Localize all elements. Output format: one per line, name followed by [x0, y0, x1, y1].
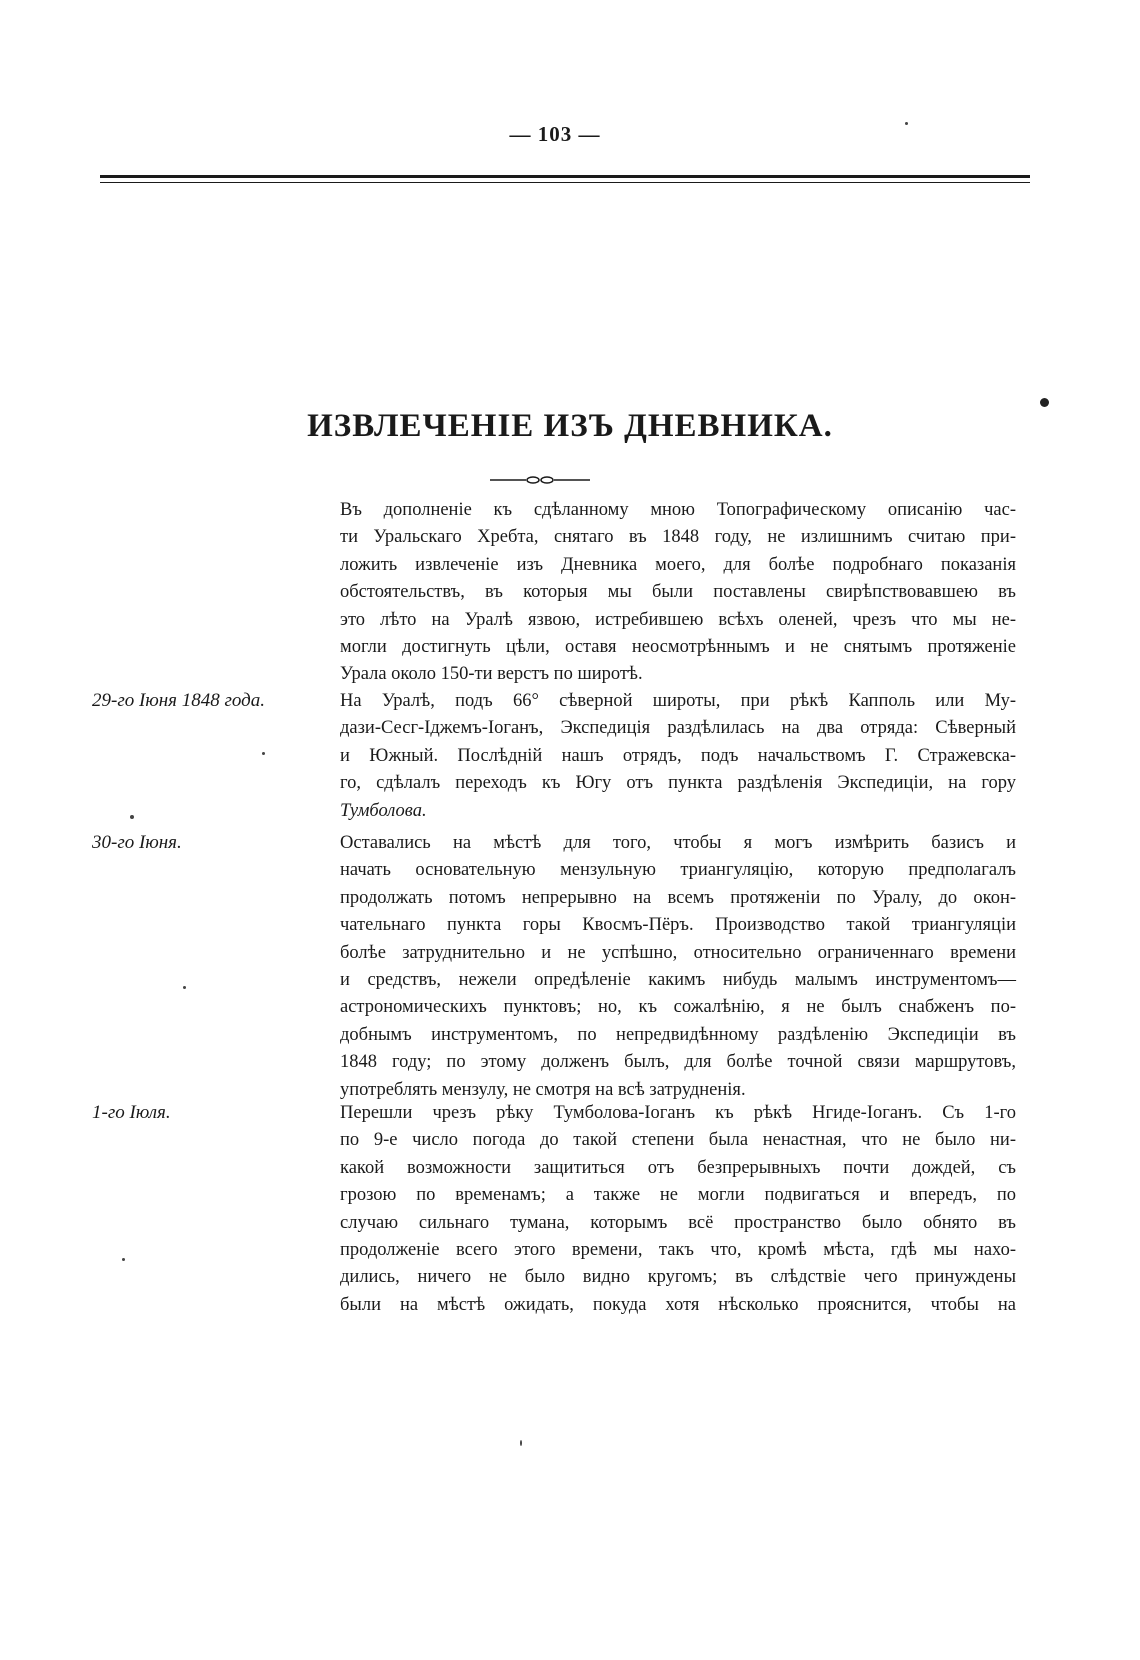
entry-date: 29-го Іюня 1848 года. — [92, 690, 265, 711]
text-line: продолженіе всего этого времени, такъ что, кромѣ мѣста, гдѣ мы нахо- — [340, 1239, 1016, 1260]
text-line: и Южный. Послѣдній нашъ отрядъ, подъ начальствомъ Г. Стражевска- — [340, 745, 1016, 766]
text-line: Тумболова. — [340, 800, 427, 821]
scan-speck — [262, 752, 265, 755]
scan-speck — [1040, 398, 1049, 407]
entry-paragraph — [340, 830, 1016, 1104]
scan-speck — [122, 1258, 125, 1261]
text-line: На Уралѣ, подъ 66° сѣверной широты, при рѣкѣ Капполь или Му- — [340, 691, 1016, 711]
text-line: го, сдѣлалъ переходъ къ Югу отъ пункта раздѣленія Экспедиціи, на гору — [340, 773, 1016, 794]
text-line: были на мѣстѣ ожидать, покуда хотя нѣсколько прояснится, чтобы на — [340, 1294, 1016, 1315]
entry-date: 1-го Іюля. — [92, 1102, 171, 1123]
scan-speck — [520, 1440, 522, 1446]
article-title: ИЗВЛЕЧЕНІЕ ИЗЪ ДНЕВНИКА. — [307, 408, 833, 444]
text-line: случаю сильнаго тумана, которымъ всё пространство было обнято въ — [340, 1212, 1016, 1233]
text-line: грозою по временамъ; а также не могли подвигаться и впередъ, по — [340, 1185, 1016, 1206]
entry-paragraph — [340, 688, 1016, 825]
text-line: какой возможности защититься отъ безпрерывныхъ почти дождей, съ — [340, 1157, 1016, 1178]
scan-speck — [130, 815, 134, 819]
title-ornament — [490, 474, 590, 486]
scan-speck — [905, 122, 908, 125]
text-line: болѣе затруднительно и не успѣшно, относительно ограниченнаго времени — [340, 942, 1016, 963]
text-line: это лѣто на Уралѣ язвою, истребившею всѣхъ оленей, чрезъ что мы не- — [340, 609, 1016, 630]
text-line: дази-Сесг-Іджемъ-Іоганъ, Экспедиція раздѣлилась на два отряда: Сѣверный — [340, 718, 1016, 739]
text-line: чательнаго пункта горы Квосмъ-Пёръ. Производство такой триангуляціи — [340, 915, 1016, 936]
entry-date: 30-го Іюня. — [92, 832, 182, 853]
text-line: 1848 году; по этому долженъ былъ, для болѣе точной связи маршрутовъ, — [340, 1052, 1016, 1073]
scan-speck — [183, 986, 186, 989]
page-number: — 103 — — [509, 122, 601, 146]
text-line: могли достигнуть цѣли, оставя неосмотрѣннымъ и не снятымъ протяженіе — [340, 636, 1016, 657]
header-rule-thick — [100, 175, 1030, 178]
text-line: Перешли чрезъ рѣку Тумболова-Іоганъ къ рѣкѣ Нгиде-Іоганъ. Съ 1-го — [340, 1103, 1016, 1123]
text-line: по 9-е число погода до такой степени была ненастная, что не было ни- — [340, 1130, 1016, 1151]
text-line: и средствъ, нежели опредѣленіе какимъ нибудь малымъ инструментомъ— — [340, 969, 1016, 990]
text-line: Оставались на мѣстѣ для того, чтобы я могъ измѣрить базисъ и — [340, 833, 1016, 853]
text-line: продолжать потомъ непрерывно на всемъ протяженіи по Уралу, до окон- — [340, 887, 1016, 908]
text-line: добнымъ инструментомъ, по непредвидѣнному раздѣленію Экспедиціи въ — [340, 1024, 1016, 1045]
text-line: ти Уральскаго Хребта, снятаго въ 1848 году, не излишнимъ считаю при- — [340, 527, 1016, 548]
intro-paragraph — [340, 497, 1016, 689]
text-line: Урала около 150-ти верстъ по широтѣ. — [340, 664, 643, 685]
text-line: дились, ничего не было видно кругомъ; въ слѣдствіе чего принуждены — [340, 1267, 1016, 1288]
entry-paragraph — [340, 1100, 1016, 1319]
text-line: употреблять мензулу, не смотря на всѣ затрудненія. — [340, 1079, 746, 1100]
header-rule-thin — [100, 182, 1030, 183]
text-line: ложить извлеченіе изъ Дневника моего, для болѣе подробнаго показанія — [340, 554, 1016, 575]
text-line: астрономическихъ пунктовъ; но, къ сожалѣнію, я не былъ снабженъ по- — [340, 997, 1016, 1018]
text-line: обстоятельствъ, въ которыя мы были поставлены свирѣпствовавшею въ — [340, 582, 1016, 603]
text-line: Въ дополненіе къ сдѣланному мною Топографическому описанію час- — [340, 500, 1016, 520]
text-line: начать основательную мензульную триангуляцію, которую предполагалъ — [340, 860, 1016, 881]
